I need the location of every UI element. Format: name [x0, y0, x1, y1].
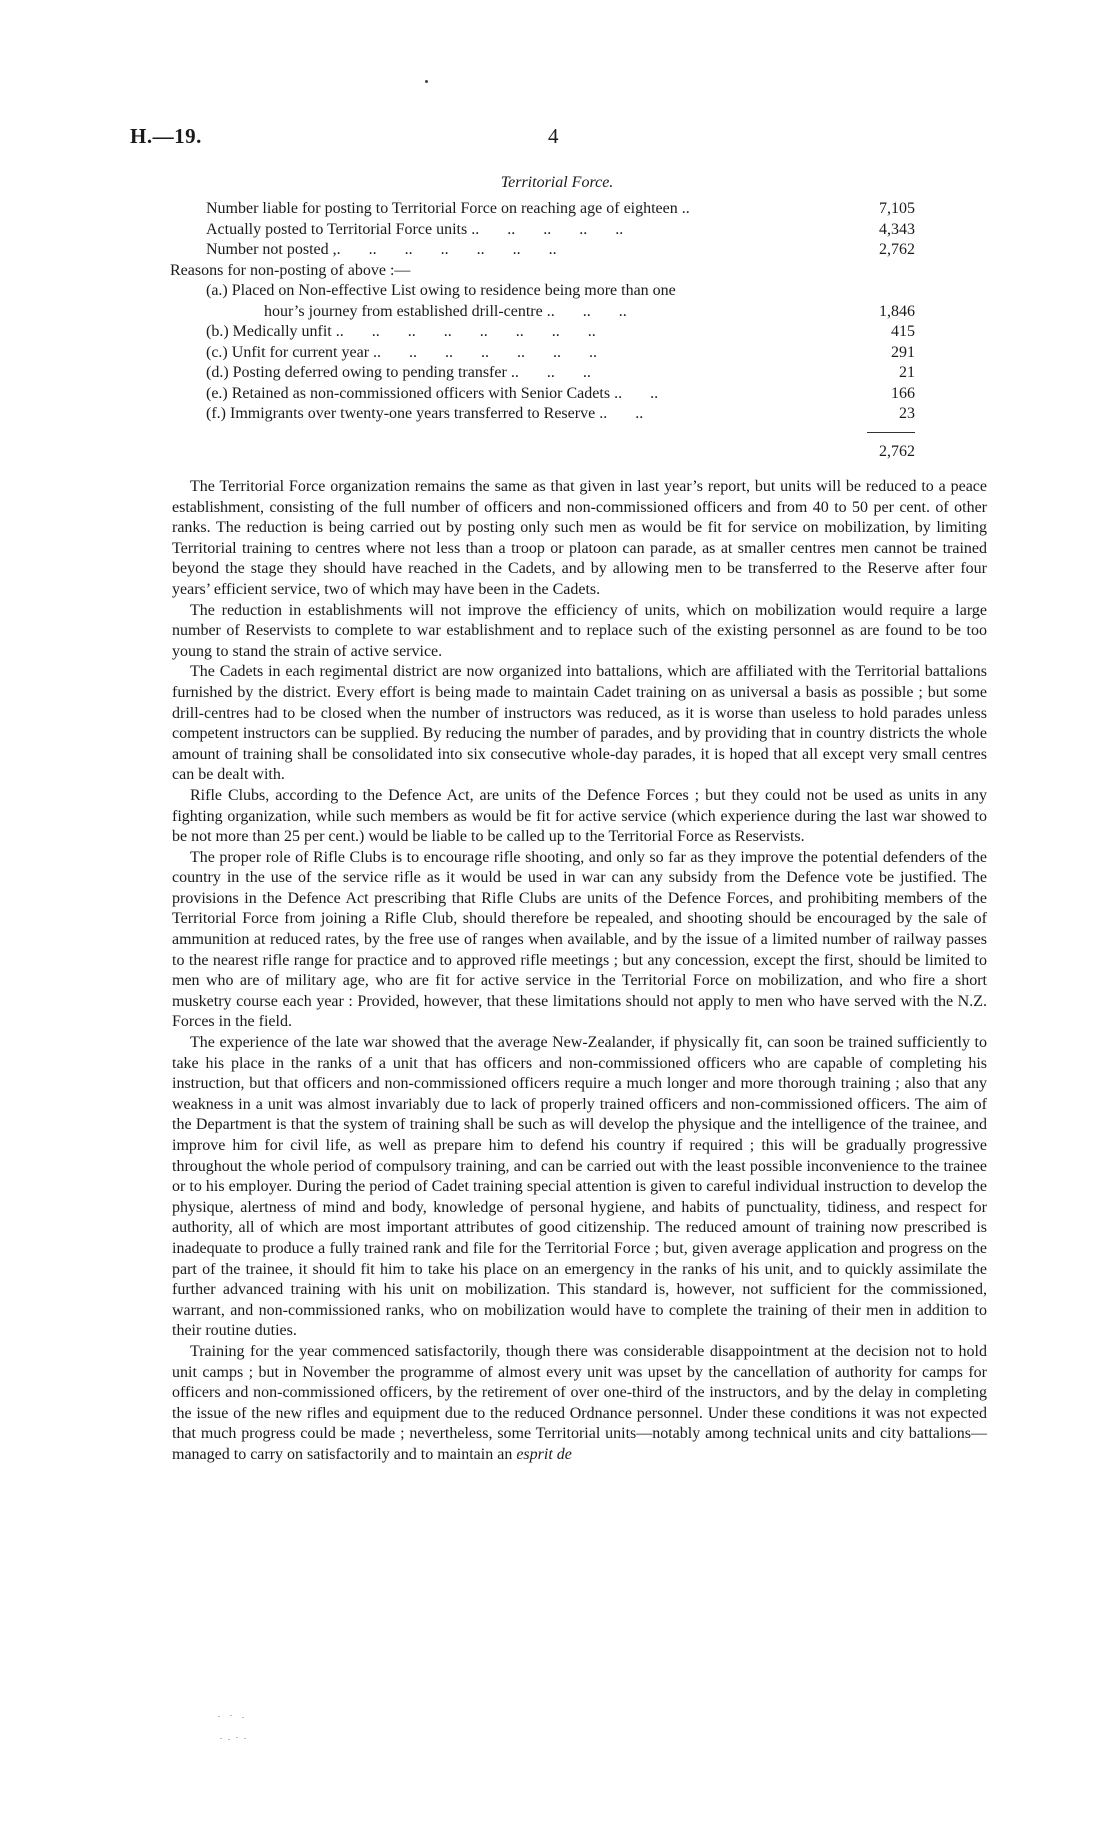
stats-row-value: 415 [891, 323, 915, 340]
stats-row-text: hour’s journey from established drill-centre [264, 302, 543, 320]
body-paragraph [172, 601, 987, 663]
stats-row-value: 21 [899, 364, 915, 381]
stats-row-leader-dots: .. .. .. [510, 364, 591, 381]
paragraph-text: The experience of the late war showed that the average New-Zealander, if physically fit, can soon be trained sufficiently to take his place in the ranks of a unit that has officers and non-commissioned officers who are capable of completing his instruction, but that officers and non-commissioned officers require a much longer and more thorough training ; also that any weakness in a unit was almost invariably due to lack of properly trained officers and non-commissioned officers. The aim of the Department is that the system of training shall be such as will develop the physique and the intelligence of the trainee, and improve him for civil life, as well as prepare him to defend his country if required ; this will be gradually progressive throughout the whole period of compulsory training, and can be carried out with the least possible inconvenience to the trainee or to his employer. During the period of Cadet training special attention is given to careful individual instruction to develop the physique, alertness of mind and body, knowledge of personal hygiene, and habits of punctuality, tidiness, and respect for authority, all of which are most important attributes of good citizenship. The reduced amount of training now prescribed is inadequate to produce a fully trained rank and file for the Territorial Force ; but, given average application and progress on the part of the trainee, it should fit him to take his place on an emergency in the ranks of his unit, and to quickly assimilate the further advanced training with his unit on mobilization. This standard is, however, not sufficient for the commissioned, warrant, and non-commissioned ranks, who on mobilization would have to complete the training of their men in addition to their routine duties. [172, 1034, 987, 1340]
stats-row-label [206, 404, 643, 425]
stats-row [170, 384, 915, 405]
stats-row [170, 343, 915, 364]
sum-rule [867, 432, 915, 433]
stats-row-label [206, 199, 690, 220]
paragraph-text: The Cadets in each regimental district are now organized into battalions, which are affiliated with the Territorial battalions furnished by the district. Every effort is being made to maintain Cadet training on as universal a basis as possible ; but some drill-centres had to be closed when the number of instructors was reduced, as it is worse than useless to hold parades unless competent instructors can be supplied. By reducing the number of parades, and by providing that in country districts the whole amount of training shall be consolidated into six consecutive whole-day parades, it is hoped that all except very small centres can be dealt with. [172, 663, 987, 784]
page-specks [216, 1712, 266, 1752]
stats-row-text: Actually posted to Territorial Force units [206, 220, 468, 238]
stats-row-text: (c.) Unfit for current year [206, 343, 370, 361]
stats-row-label [206, 281, 676, 302]
stats-row-label [206, 343, 597, 364]
document-reference: H.—19. [130, 124, 202, 148]
stats-row-leader-dots: .. [681, 200, 690, 217]
paragraph-text: The Territorial Force organization remains the same as that given in last year’s report, but units will be reduced to a peace establishment, consisting of the full number of officers and non-commissioned officers and from 40 to 50 per cent. of other ranks. The reduction is being carried out by posting only such men as would be fit for service on mobilization, by limiting Territorial training to centres where not less than a troop or platoon can parade, as at smaller centres men cannot be trained beyond the stage they should have reached in the Cadets, and by allowing men to be transferred to the Reserve after four years’ efficient service, two of which may have been in the Cadets. [172, 478, 987, 598]
paragraph-text: Training for the year commenced satisfactorily, though there was considerable disappointment at the decision not to hold unit camps ; but in November the programme of almost every unit was upset by the cancellation of authority for camps for officers and non-commissioned officers, by the retirement of over one-third of the instructors, and by the delay in completing the issue of the new rifles and equipment due to the reduced Ordnance personnel. Under these conditions it was not expected that much progress could be made ; nevertheless, some Territorial units—notably among technical units and city battalions—managed to carry on satisfactorily and to maintain an [172, 1342, 987, 1463]
stats-row-value: 2,762 [879, 241, 915, 258]
stats-row-leader-dots: .. .. .. .. .. .. .. [373, 343, 598, 361]
stats-row-value: 23 [899, 405, 915, 422]
stats-row-label [206, 220, 623, 241]
stats-row-label [206, 363, 591, 384]
stats-row-leader-dots: .. .. .. [546, 302, 627, 320]
stats-row [170, 363, 915, 384]
stats-row-text: (a.) Placed on Non-effective List owing to residence being more than one [206, 282, 676, 299]
paragraph-text: The proper role of Rifle Clubs is to encourage rifle shooting, and only so far as they improve the potential defenders of the country in the use of the service rifle as it would be used in war can any subsidy from the Defence vote be justified. The provisions in the Defence Act prescribing that Rifle Clubs are units of the Defence Forces, and prohibiting members of the Territorial Force from joining a Rifle Club, should therefore be repealed, and shooting should be encouraged by the sale of ammunition at reduced rates, by the free use of ranges when available, and by the issue of a limited number of railway passes to the nearest rifle range for practice and to approved rifle meetings ; but any concession, except the first, should be limited to men who are of military age, who are fit for active service in the Territorial Force on mobilization, and who fire a short musketry course each year : Provided, however, that these limitations should not apply to men who have served with the N.Z. Forces in the field. [172, 848, 987, 1031]
stats-row-value: 166 [891, 384, 915, 402]
stats-row-leader-dots: .. .. [614, 384, 659, 402]
stats-row-label [206, 240, 557, 261]
stats-row-text: Reasons for non-posting of above :— [170, 261, 411, 279]
body-paragraph [172, 1342, 987, 1466]
stats-row-leader-dots: ,. .. .. .. .. .. .. [332, 241, 557, 258]
stats-row-value: 1,846 [879, 302, 915, 320]
stats-row-leader-dots: .. .. .. .. .. .. .. .. [335, 323, 596, 340]
stats-row-value: 4,343 [879, 220, 915, 238]
stats-row [170, 240, 915, 261]
stats-row-label [206, 322, 596, 343]
stats-total-value: 2,762 [879, 442, 915, 460]
stats-row-label [264, 302, 627, 323]
stats-row-text: (b.) Medically unfit [206, 323, 332, 340]
paragraph-text: The reduction in establishments will not improve the efficiency of units, which on mobilization would require a large number of Reservists to complete to war establishment and to replace such of the existing personnel as are found to be too young to stand the strain of active service. [172, 601, 987, 660]
body-paragraph [172, 848, 987, 1033]
body-paragraph [172, 786, 987, 848]
stats-row-text: (d.) Posting deferred owing to pending transfer [206, 364, 507, 381]
statistics-table [170, 199, 915, 462]
stats-row-text: (f.) Immigrants over twenty-one years transferred to Reserve [206, 405, 596, 422]
stats-row [170, 281, 915, 302]
body-paragraph [172, 662, 987, 786]
italic-phrase: esprit de [516, 1445, 572, 1463]
stats-row-leader-dots: .. .. .. .. .. [471, 220, 624, 238]
stats-row [170, 302, 915, 323]
stats-row-text: Number liable for posting to Territorial Force on reaching age of eighteen [206, 200, 678, 217]
stats-row-value: 291 [891, 343, 915, 361]
stats-row [170, 220, 915, 241]
stats-row [170, 322, 915, 343]
stats-row-label [206, 384, 658, 405]
page-header [130, 124, 984, 154]
page-speck [425, 80, 428, 83]
stats-row-leader-dots: .. .. [599, 405, 644, 422]
body-paragraph [172, 477, 987, 601]
stats-row [170, 261, 915, 282]
stats-row [170, 199, 915, 220]
body-paragraph [172, 1033, 987, 1342]
stats-row-value: 7,105 [879, 200, 915, 217]
stats-row [170, 404, 915, 425]
stats-row-label [170, 261, 410, 282]
page-number: 4 [548, 124, 559, 148]
stats-row-text: (e.) Retained as non-commissioned officers with Senior Cadets [206, 384, 611, 402]
section-title: Territorial Force. [500, 174, 614, 191]
paragraph-text: Rifle Clubs, according to the Defence Act, are units of the Defence Forces ; but they could not be used as units in any fighting organization, while such members as would be fit for active service (which experience during the last war showed to be not more than 25 per cent.) would be liable to be called up to the Territorial Force as Reservists. [172, 786, 987, 846]
body-text [172, 477, 987, 1466]
stats-total-row [170, 442, 915, 463]
stats-row-text: Number not posted [206, 241, 329, 258]
